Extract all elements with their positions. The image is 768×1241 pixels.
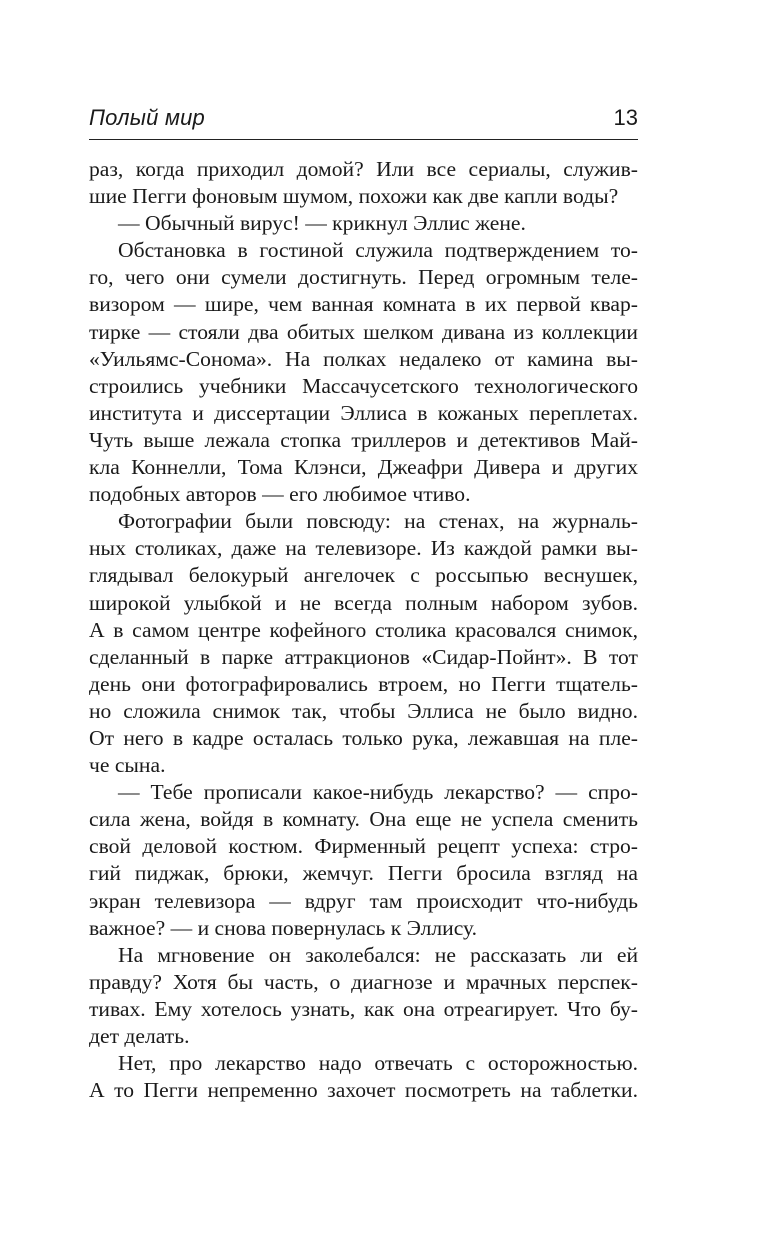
text-line: дет делать. xyxy=(89,1024,190,1048)
text-line: тивах. Ему хотелось узнать, как она отреагирует. Что бу- xyxy=(89,996,638,1021)
text-line: ных столиках, даже на телевизоре. Из каждой рамки вы- xyxy=(89,536,638,561)
body-text xyxy=(89,156,638,1104)
running-head xyxy=(89,99,638,140)
text-line: сделанный в парке аттракционов «Сидар-Пойнт». В тот xyxy=(89,644,638,669)
text-line: тирке — стояли два обитых шелком дивана из коллекции xyxy=(89,319,638,344)
text-line: — Обычный вирус! — крикнул Эллис жене. xyxy=(118,211,526,236)
text-line: глядывал белокурый ангелочек с россыпью веснушек, xyxy=(89,563,638,588)
running-title: Полый мир xyxy=(89,105,205,130)
text-line: важное? — и снова повернулась к Эллису. xyxy=(89,915,478,940)
text-line: Нет, про лекарство надо отвечать с осторожностью. xyxy=(118,1051,638,1076)
text-line: день они фотографировались втроем, но Пегги тщатель- xyxy=(89,671,638,696)
text-line: но сложила снимок так, чтобы Эллиса не было видно. xyxy=(89,698,638,723)
text-line: экран телевизора — вдруг там происходит что-нибудь xyxy=(89,888,638,913)
text-line: От него в кадре осталась только рука, лежавшая на пле- xyxy=(89,725,638,750)
text-line: шие Пегги фоновым шумом, похожи как две капли воды? xyxy=(89,184,619,209)
text-line: широкой улыбкой и не всегда полным набором зубов. xyxy=(89,590,638,615)
text-line: сила жена, войдя в комнату. Она еще не успела сменить xyxy=(89,807,638,832)
text-line: подобных авторов — его любимое чтиво. xyxy=(89,482,471,507)
text-line: На мгновение он заколебался: не рассказать ли ей xyxy=(118,942,638,967)
text-line: — Тебе прописали какое-нибудь лекарство? — спро- xyxy=(118,780,638,805)
text-line: го, чего они сумели достигнуть. Перед огромным теле- xyxy=(89,265,638,290)
text-line: Фотографии были повсюду: на стенах, на журналь- xyxy=(118,509,638,534)
text-line: че сына. xyxy=(89,753,166,778)
text-line: института и диссертации Эллиса в кожаных переплетах. xyxy=(89,400,638,425)
text-line: кла Коннелли, Тома Клэнси, Джеафри Дивера и других xyxy=(89,455,638,480)
text-line: Обстановка в гостиной служила подтверждением то- xyxy=(118,238,638,263)
text-line: А в самом центре кофейного столика красовался снимок, xyxy=(89,617,638,642)
text-line: гий пиджак, брюки, жемчуг. Пегги бросила взгляд на xyxy=(89,861,638,886)
page-number: 13 xyxy=(613,105,638,130)
text-line: свой деловой костюм. Фирменный рецепт успеха: стро- xyxy=(89,834,638,859)
text-line: «Уильямс-Сонома». На полках недалеко от камина вы- xyxy=(89,346,638,371)
text-line: Чуть выше лежала стопка триллеров и детективов Май- xyxy=(89,427,638,452)
text-line: визором — шире, чем ванная комната в их первой квар- xyxy=(89,292,638,317)
text-line: правду? Хотя бы часть, о диагнозе и мрачных перспек- xyxy=(89,969,638,994)
text-line: А то Пегги непременно захочет посмотреть на таблетки. xyxy=(89,1078,638,1103)
text-line: раз, когда приходил домой? Или все сериалы, служив- xyxy=(89,157,638,181)
text-line: строились учебники Массачусетского технологического xyxy=(89,373,638,398)
